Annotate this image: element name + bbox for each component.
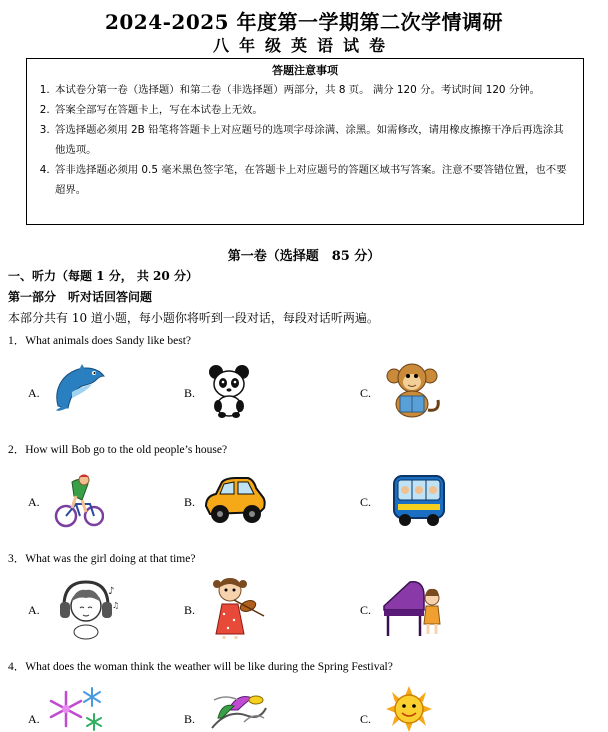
monkey-icon [382, 360, 442, 420]
option-b: B. [184, 712, 196, 726]
exam-subtitle: 八年级英语试卷 [212, 36, 395, 55]
option-b: B. [184, 495, 196, 509]
violin-girl-icon [204, 576, 266, 640]
headphones-girl-icon [56, 578, 120, 640]
panda-icon [206, 362, 252, 418]
notice-item: 2. 答案全部写在答题卡上，写在本试卷上无效。 [53, 100, 573, 120]
question-1: 1．What animals does Sandy like best? [8, 335, 192, 347]
question-4: 4．What does the woman think the weather will be like during the Spring Festival? [8, 661, 393, 673]
option-c: C. [360, 386, 372, 400]
bus-icon [390, 470, 448, 528]
notice-item: 1. 本试卷分第一卷（选择题）和第二卷（非选择题）两部分，共 8 页。 满分 120 分。考试时间 120 分钟。 [53, 80, 573, 100]
option-a: A. [28, 495, 40, 509]
option-b: B. [184, 603, 196, 617]
notice-title: 答题注意事项 [272, 64, 338, 77]
option-c: C. [360, 495, 372, 509]
sub-title: 第一部分 听对话回答问题 [8, 290, 153, 304]
option-b: B. [184, 386, 196, 400]
section-title: 第一卷（选择题 85 分） [227, 249, 381, 264]
option-c: C. [360, 712, 372, 726]
dolphin-icon [52, 362, 108, 414]
instruction: 本部分共有 10 道小题，每小题你将听到一段对话，每段对话听两遍。 [8, 311, 379, 325]
svg-text:♫: ♫ [112, 601, 120, 610]
option-a: A. [28, 386, 40, 400]
notice-item: 3. 答选择题必须用 2B 铅笔将答题卡上对应题号的选项字母涂满、涂黑。如需修改，请用橡皮擦擦干净后再选涂其他选项。 [53, 120, 573, 160]
notice-item: 4. 答非选择题必须用 0.5 毫米黑色签字笔，在答题卡上对应题号的答题区域书写答案。注意不要答错位置，也不要超界。 [53, 160, 573, 200]
question-2: 2．How will Bob go to the old people’s house? [8, 444, 228, 456]
question-3: 3．What was the girl doing at that time? [8, 553, 196, 565]
windy-icon [208, 688, 270, 732]
notice-box [26, 58, 584, 225]
cyclist-icon [54, 472, 104, 528]
exam-title: 2024-2025 年度第一学期第二次学情调研 [104, 10, 504, 34]
option-a: A. [28, 603, 40, 617]
option-a: A. [28, 712, 40, 726]
sun-icon [382, 686, 436, 732]
part-title: 一、听力（每题 1 分， 共 20 分） [8, 269, 198, 283]
piano-girl-icon [380, 578, 444, 640]
car-icon [202, 474, 268, 526]
snowflake-icon [48, 686, 106, 732]
svg-text:♪: ♪ [108, 586, 115, 597]
option-c: C. [360, 603, 372, 617]
